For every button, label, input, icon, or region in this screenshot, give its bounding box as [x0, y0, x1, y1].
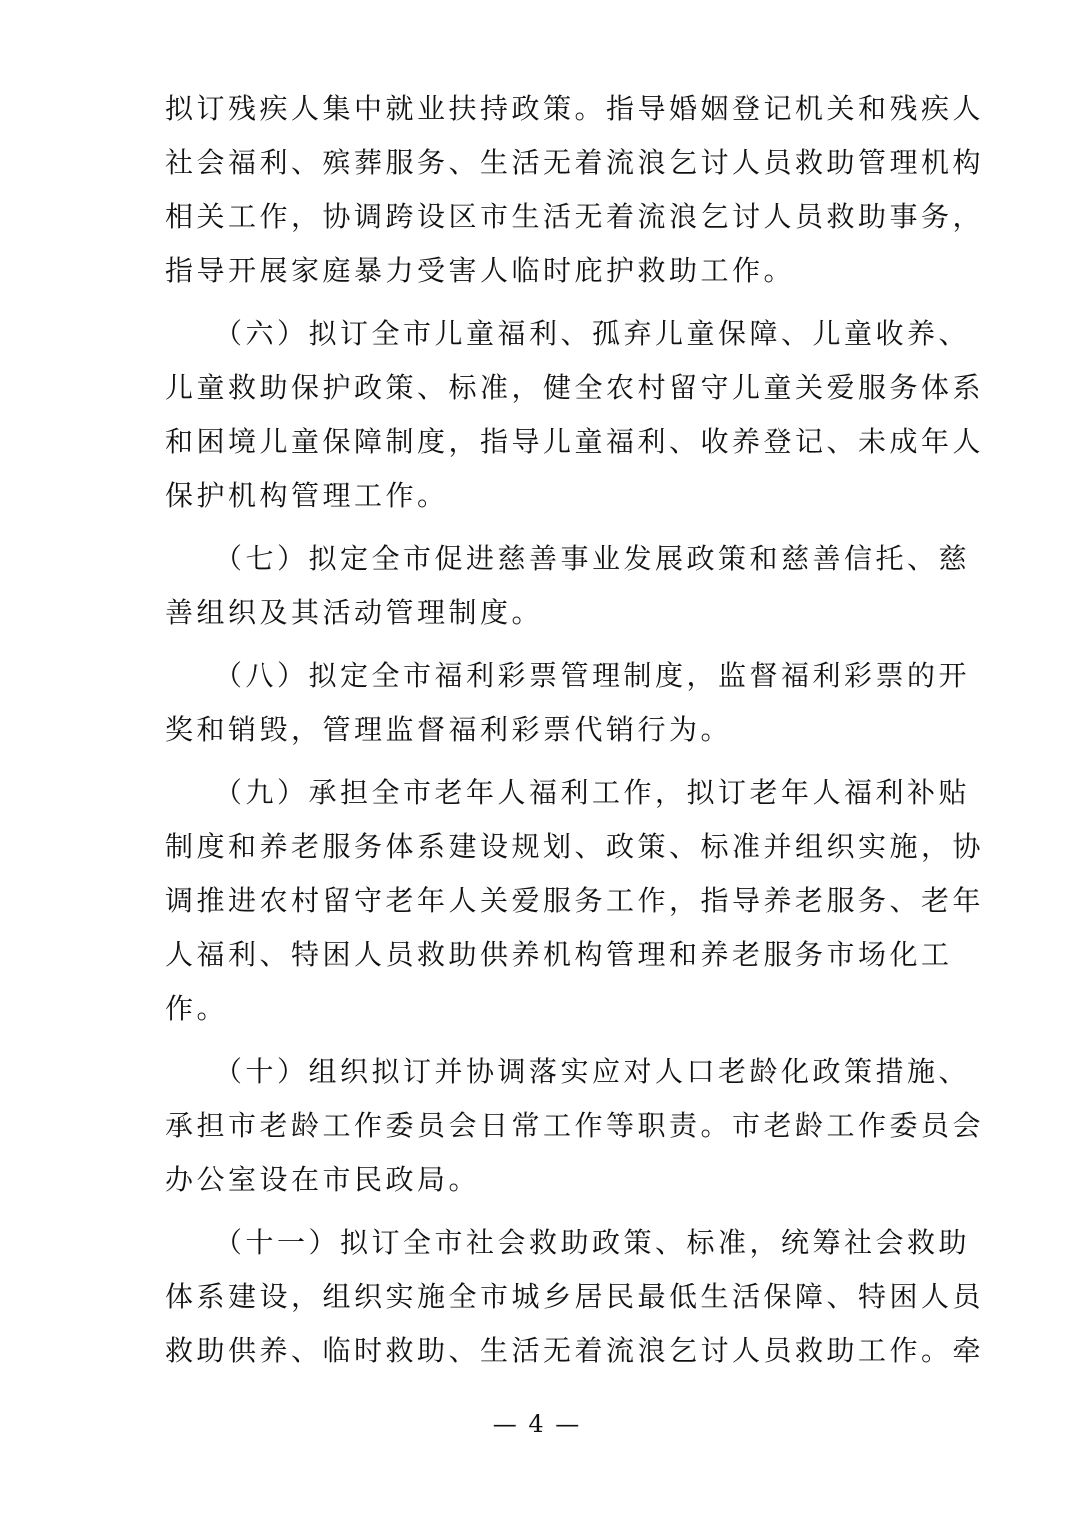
- text-line-19: 承担市老龄工作委员会日常工作等职责。市老龄工作委员会: [165, 1109, 985, 1142]
- text-line-20: 办公室设在市民政局。: [165, 1163, 481, 1196]
- text-line-22: 体系建设，组织实施全市城乡居民最低生活保障、特困人员: [165, 1280, 985, 1313]
- text-line-11: （八）拟定全市福利彩票管理制度，监督福利彩票的开: [165, 659, 971, 692]
- text-line-9: （七）拟定全市促进慈善事业发展政策和慈善信托、慈: [165, 542, 971, 575]
- text-line-16: 人福利、特困人员救助供养机构管理和养老服务市场化工: [165, 938, 953, 971]
- text-line-13: （九）承担全市老年人福利工作，拟订老年人福利补贴: [165, 776, 971, 809]
- page-number: — 4 —: [492, 1410, 582, 1438]
- text-line-12: 奖和销毁，管理监督福利彩票代销行为。: [165, 713, 733, 746]
- text-line-1: 拟订残疾人集中就业扶持政策。指导婚姻登记机关和残疾人: [165, 92, 985, 125]
- text-line-15: 调推进农村留守老年人关爱服务工作，指导养老服务、老年: [165, 884, 985, 917]
- text-line-10: 善组织及其活动管理制度。: [165, 596, 544, 629]
- text-line-2: 社会福利、殡葬服务、生活无着流浪乞讨人员救助管理机构: [165, 146, 985, 179]
- text-line-4: 指导开展家庭暴力受害人临时庇护救助工作。: [165, 254, 796, 287]
- text-line-6: 儿童救助保护政策、标准，健全农村留守儿童关爱服务体系: [165, 371, 985, 404]
- text-line-8: 保护机构管理工作。: [165, 479, 449, 512]
- text-line-14: 制度和养老服务体系建设规划、政策、标准并组织实施，协: [165, 830, 985, 863]
- text-line-17: 作。: [165, 992, 229, 1025]
- text-line-23: 救助供养、临时救助、生活无着流浪乞讨人员救助工作。牵: [165, 1334, 985, 1367]
- text-line-21: （十一）拟订全市社会救助政策、标准，统筹社会救助: [165, 1226, 971, 1259]
- text-line-7: 和困境儿童保障制度，指导儿童福利、收养登记、未成年人: [165, 425, 985, 458]
- text-line-18: （十）组织拟订并协调落实应对人口老龄化政策措施、: [165, 1055, 971, 1088]
- text-line-3: 相关工作，协调跨设区市生活无着流浪乞讨人员救助事务，: [165, 200, 985, 233]
- text-line-5: （六）拟订全市儿童福利、孤弃儿童保障、儿童收养、: [165, 317, 971, 350]
